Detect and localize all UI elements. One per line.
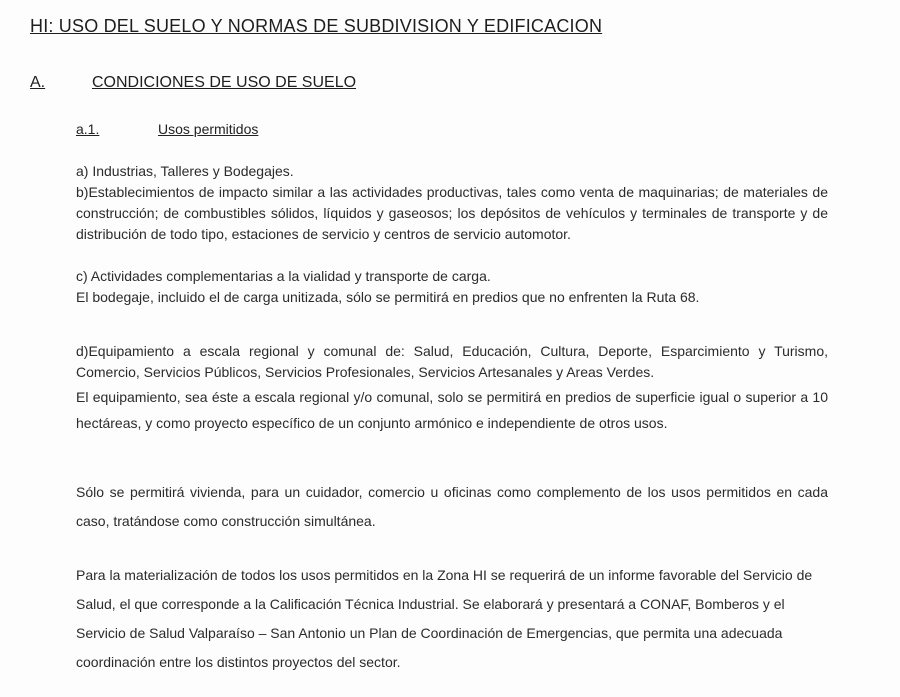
- subsection-title: Usos permitidos: [158, 121, 259, 137]
- item-d: d)Equipamiento a escala regional y comunal de: Salud, Educación, Cultura, Deporte, Esparcimiento y Turismo, Comercio, Servicios Públicos, Servicios Profesionales, Servicios Artesanales y Areas Verdes.: [76, 343, 828, 380]
- zone-heading: HI: USO DEL SUELO Y NORMAS DE SUBDIVISION Y EDIFICACION: [30, 16, 603, 36]
- vivienda-note: Sólo se permitirá vivienda, para un cuidador, comercio u oficinas como complemento de los usos permitidos en cada caso, tratándose como construcción simultánea.: [76, 484, 828, 529]
- item-a: a) Industrias, Talleres y Bodegajes.: [76, 163, 294, 179]
- subsection-heading: [76, 121, 258, 137]
- equipamiento-note: El equipamiento, sea éste a escala regional y/o comunal, solo se permitirá en predios de superficie igual o superior a 10 hectáreas, y como proyecto específico de un conjunto armónico e independiente de otros usos.: [76, 389, 828, 431]
- item-c: c) Actividades complementarias a la vialidad y transporte de carga.: [76, 268, 491, 284]
- section-heading: [30, 74, 356, 92]
- section-title: CONDICIONES DE USO DE SUELO: [92, 74, 357, 91]
- section-number: A.: [30, 74, 46, 91]
- materializacion-note: Para la materialización de todos los usos permitidos en la Zona HI se requerirá de un informe favorable del Servicio de Salud, el que corresponde a la Calificación Técnica Industrial. Se elaborará y presentará a CONAF, Bomberos y el Servicio de Salud Valparaíso – San Antonio un Plan de Coordinación de Emergencias, que permita una adecuada coordinación entre los distintos proyectos del sector.: [76, 567, 813, 670]
- item-b: b)Establecimientos de impacto similar a las actividades productivas, tales como venta de maquinarias; de materiales de construcción; de combustibles sólidos, líquidos y gaseosos; los depósitos de vehículos y terminales de transporte y de distribución de todo tipo, estaciones de servicio y centros de servicio automotor.: [76, 184, 828, 242]
- bodegaje-note: El bodegaje, incluido el de carga unitizada, sólo se permitirá en predios que no enfrenten la Ruta 68.: [76, 289, 700, 305]
- subsection-number: a.1.: [76, 121, 100, 137]
